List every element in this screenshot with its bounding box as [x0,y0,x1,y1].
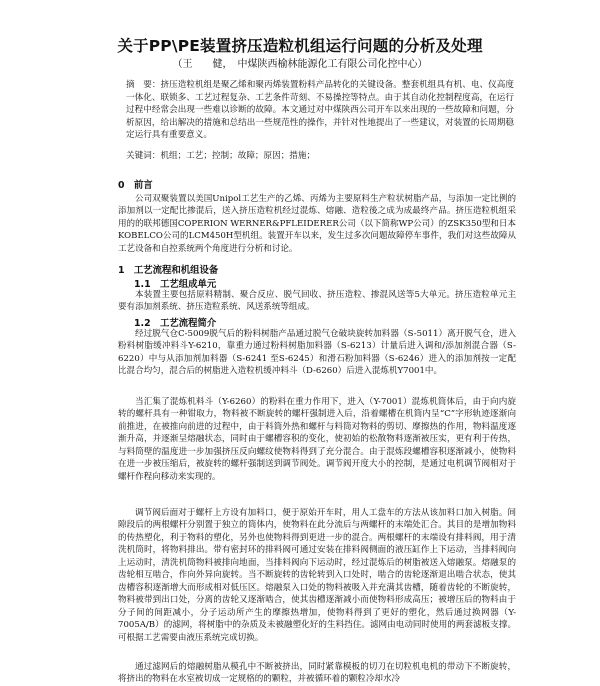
paragraph-flow-c: 调节阀后面对于螺杆上方设有加料口，便于原始开车时，用人工盘车的方法从该加料口加入树脂。间隙段后的两根螺杆分别置于独立的筒体内，使物料在此分流后与两螺杆的末端处汇合。其目的是增加物料的传热塑化，利于物料的塑化，另外也使物料得到更进一步的混合。两根螺杆的末端设有排料阀，用于清洗机筒时，将物料排出。带有密封环的排料阀可通过安装在排料阀侧面的液压缸作上下运动，当排料阀向上运动时，清洗机筒物料被排向地面，当排料阀向下运动时，经过混炼后的树脂被送入熔融泵。熔融泵的齿轮相互啮合，作向外异向旋转。当不断旋转的齿轮转到入口处时，啮合的齿轮逐渐退出啮合状态，使其齿槽容积逐渐增大而形成相对低压区。熔融泵入口处的物料被吸入并充满其齿槽，随着齿轮的不断旋转，物料被带到出口处，分离的齿轮又逐渐啮合，使其齿槽逐渐减小而使物料形成高压；被增压后的物料由于分子间的间距减小，分子运动所产生的摩擦热增加，使物料得到了更好的塑化，然后通过换网器（Y-7005A/B）的滤网，将树脂中的杂质及未被融塑化好的生料挡住。滤网由电动同时使用的两套滤板支撑。可根据工艺需要由液压系统完成切换。 [118,508,516,643]
keywords: 关键词：机组；工艺；控制；故障；原因；措施； [126,151,316,161]
section-heading-preface: 0 前言 [118,180,153,191]
document-title: 关于PP\PE装置挤压造粒机组运行问题的分析及处理 [117,37,483,55]
paragraph-flow-a: 经过脱气仓C-5009脱气后的粉料树脂产品通过脱气仓破块旋转加料器（S-5011）离开脱气仓，进入粉料树脂缓冲料斗Y-6210，靠重力通过粉料树脂加料器（S-6213）计量后进入调和/添加剂混合器（S-6220）中与从添加剂加料器（S-6241 至S-6245）和滑石粉加料器（S-6246）进入的添加剂按一定配比混合均匀，混合后的树脂进入造粒机缓冲料斗（D-6260）后进入混炼机Y7001中。 [118,329,516,377]
section-heading-process: 1 工艺流程和机组设备 [118,265,219,276]
paragraph-flow-d: 通过滤网后的熔融树脂从模孔中不断被挤出，同时紧靠模板的切刀在切粒机电机的带动下不断旋转，将挤出的物料在水室被切成一定规格的的颗粒，并被循环着的颗粒冷却水冷 [118,662,516,685]
paragraph-units: 本装置主要包括原料精制、聚合反应、脱气回收、挤压造粒、掺混风送等5大单元。挤压造粒单元主要有添加剂系统、挤压造粒系统、风送系统等组成。 [118,290,516,313]
subsection-heading-flow: 1.2 工艺流程简介 [134,318,217,329]
paragraph-flow-b: 当汇集了混炼机料斗（Y-6260）的粉料在重力作用下，进入（Y-7001）混炼机筒体后，由于向内旋转的螺杆具有一种钳取力，物料被不断旋转的螺杆强制进入后，沿着螺槽在机筒内呈“C”字形轨迹逐渐向前推进，在被推向前进的过程中，由于料筒外热和螺杆与料筒对物料的剪切、摩擦热的作用，物料温度逐渐升高，并逐渐呈熔融状态，同时由于螺槽容积的变化，使初始的松散物料逐渐被压实，更有利于传热，与料筒壁的温度进一步加强挤压反向螺纹使物料得到了充分混合。由于混炼段螺槽容积逐渐减小，使物料在进一步被压缩后，被旋转的螺杆强制送到调节阀处。调节阀开度大小的控制，是通过电机调节阀相对于螺杆作程向移动来实现的。 [118,397,516,482]
subsection-heading-units: 1.1 工艺组成单元 [134,279,217,290]
author-line: （王 健， 中煤陕西榆林能源化工有限公司化控中心） [172,59,428,70]
paragraph-intro: 公司双聚装置以美国Unipol工艺生产的乙烯、丙烯为主要原料生产粒状树脂产品，与添加一定比例的添加剂以一定配比掺混后，送入挤压造粒机经过混炼、熔融、造粒後之成为成最终产品。挤压造粒机组采用的的联邦德国COPERION WERNER&PFLEIDERER公司（以下简称WP公司）的ZSK350型和日本KOBELCO公司的LCM450H型机组。装置开车以来，发生过多次问题故障停车事件，我们对这些故障从工艺设备和自控系统两个角度进行分析和讨论。 [118,194,517,254]
abstract: 摘 要：挤压造粒机组是聚乙烯和聚丙烯装置粉料产品转化的关键设备。整套机组具有机、电、仪高度一体化、联锁多、工艺过程复杂、工艺条件苛刻、不易操控等特点。由于其自动化控制程度高，在运行过程中经常会出现一些难以诊断的故障。本文通过对中煤陕西公司开车以来出现的一些故障和问题，分析原因，给出解决的措施和总结出一些规范性的操作，并针对性地提出了一些建议，对装置的长周期稳定运行具有重要意义。 [126,80,514,141]
